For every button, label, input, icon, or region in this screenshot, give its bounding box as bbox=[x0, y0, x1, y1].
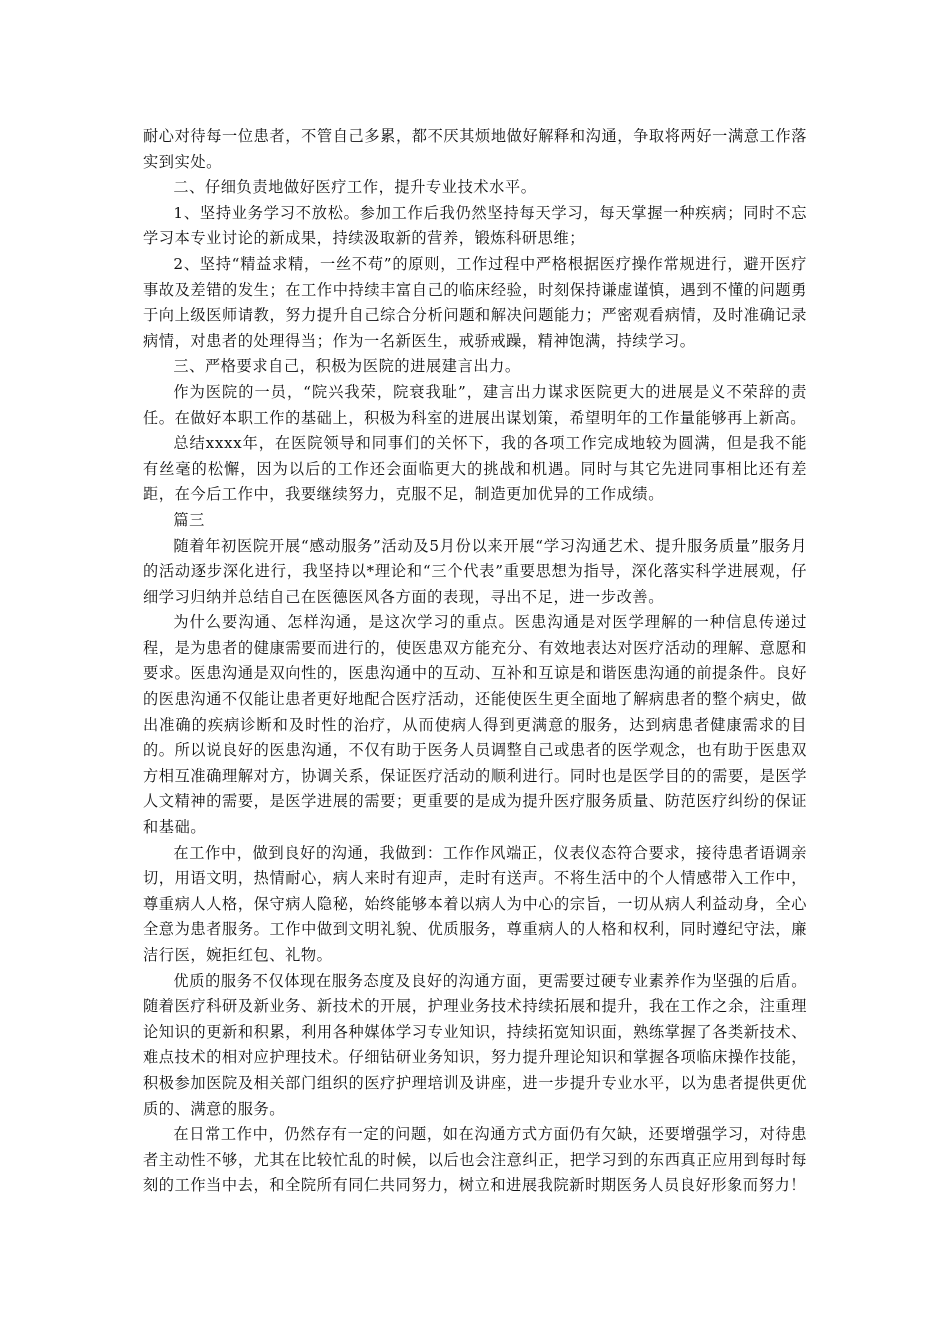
paragraph-2: 二、仔细负责地做好医疗工作，提升专业技术水平。 bbox=[173, 178, 537, 197]
paragraph-12: 优质的服务不仅体现在服务态度及良好的沟通方面，更需要过硬专业素养作为坚强的后盾。随着医疗科研及新业务、新技术的开展，护理业务技术持续拓展和提升，我在工作之余，注重理论知识的更新和积累，利用各种媒体学习专业知识，持续拓宽知识面，熟练掌握了各类新技术、难点技术的相对应护理技术。仔细钻研业务知识，努力提升理论知识和掌握各项临床操作技能，积极参加医院及相关部门组织的医疗护理培训及讲座，进一步提升专业水平，以为患者提供更优质的、满意的服务。 bbox=[143, 971, 807, 1118]
paragraph-9: 随着年初医院开展“感动服务”活动及5月份以来开展“学习沟通艺术、提升服务质量”服务月的活动逐步深化进行，我坚持以*理论和“三个代表”重要思想为指导，深化落实科学进展观，仔细学习归纳并总结自己在医德医风各方面的表现，寻出不足，进一步改善。 bbox=[143, 536, 807, 606]
paragraph-5: 三、严格要求自己，积极为医院的进展建言出力。 bbox=[173, 357, 521, 376]
paragraph-7: 总结xxxx年，在医院领导和同事们的关怀下，我的各项工作完成地较为圆满，但是我不能有丝毫的松懈，因为以后的工作还会面临更大的挑战和机遇。同时与其它先进同事相比还有差距，在今后工作中，我要继续努力，克服不足，制造更加优异的工作成绩。 bbox=[143, 434, 807, 504]
paragraph-4: 2、坚持“精益求精，一丝不苟”的原则，工作过程中严格根据医疗操作常规进行，避开医疗事故及差错的发生；在工作中持续丰富自己的临床经验，时刻保持谦虚谨慎，遇到不懂的问题勇于向上级医师请教，努力提升自己综合分析问题和解决问题能力；严密观看病情，及时准确记录病情，对患者的处理得当；作为一名新医生，戒骄戒躁，精神饱满，持续学习。 bbox=[143, 254, 807, 350]
paragraph-13: 在日常工作中，仍然存有一定的问题，如在沟通方式方面仍有欠缺，还要增强学习，对待患者主动性不够，尤其在比较忙乱的时候，以后也会注意纠正，把学习到的东西真正应用到每时每刻的工作当中去，和全院所有同仁共同努力，树立和进展我院新时期医务人员良好形象而努力！ bbox=[143, 1125, 807, 1195]
paragraph-1: 耐心对待每一位患者，不管自己多累，都不厌其烦地做好解释和沟通，争取将两好一满意工作落实到实处。 bbox=[143, 127, 807, 171]
paragraph-10: 为什么要沟通、怎样沟通，是这次学习的重点。医患沟通是对医学理解的一种信息传递过程，是为患者的健康需要而进行的，使医患双方能充分、有效地表达对医疗活动的理解、意愿和要求。医患沟通是双向性的，医患沟通中的互动、互补和互谅是和谐医患沟通的前提条件。良好的医患沟通不仅能让患者更好地配合医疗活动，还能使医生更全面地了解病患者的整个病史，做出准确的疾病诊断和及时性的治疗，从而使病人得到更满意的服务，达到病患者健康需求的目的。所以说良好的医患沟通，不仅有助于医务人员调整自己或患者的医学观念，也有助于医患双方相互准确理解对方，协调关系，保证医疗活动的顺利进行。同时也是医学目的的需要，是医学人文精神的需要，是医学进展的需要；更重要的是成为提升医疗服务质量、防范医疗纠纷的保证和基础。 bbox=[143, 613, 807, 837]
paragraph-3: 1、坚持业务学习不放松。参加工作后我仍然坚持每天学习，每天掌握一种疾病；同时不忘学习本专业讨论的新成果，持续汲取新的营养，锻炼科研思维； bbox=[143, 203, 807, 248]
document-body bbox=[143, 124, 807, 1199]
paragraph-11: 在工作中，做到良好的沟通，我做到：工作作风端正，仪表仪态符合要求，接待患者语调亲切，用语文明，热情耐心，病人来时有迎声，走时有送声。不将生活中的个人情感带入工作中，尊重病人人格，保守病人隐秘，始终能够本着以病人为中心的宗旨，一切从病人利益动身，全心全意为患者服务。工作中做到文明礼貌、优质服务，尊重病人的人格和权利，同时遵纪守法，廉洁行医，婉拒红包、礼物。 bbox=[143, 843, 807, 964]
section-heading: 篇三 bbox=[173, 510, 205, 529]
paragraph-6: 作为医院的一员，“院兴我荣，院衰我耻”，建言出力谋求医院更大的进展是义不荣辞的责任。在做好本职工作的基础上，积极为科室的进展出谋划策，希望明年的工作量能够再上新高。 bbox=[143, 382, 807, 427]
